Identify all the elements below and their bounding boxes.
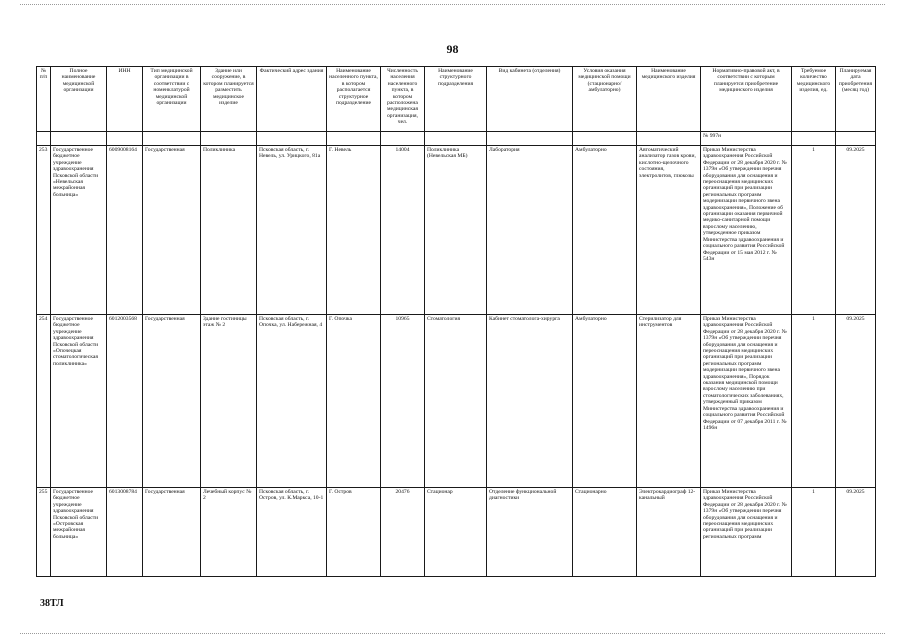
footer-mark: 38ТЛ xyxy=(40,598,64,609)
header-num: № п/п xyxy=(37,67,51,132)
cell-act: Приказ Министерства здравоохранения Российской Федерации от 28 декабря 2020 г. № 1379н «Об утверждении перечня оборудования для оснащения и переоснащения медицинских организаций при реализации региональных программ модернизации первичного звена здравоохранения», Порядок оказания медицинской помощи взрослому населению при стоматологических заболеваниях, утвержденный приказом Министерства здравоохранения и социального развития Российской Федерации от 07 декабря 2011 г. № 1496н xyxy=(701,315,792,488)
table-row xyxy=(37,488,876,577)
cell-subdivision: Стоматология xyxy=(425,315,487,488)
cell-act: Приказ Министерства здравоохранения Российской Федерации от 28 декабря 2020 г. № 1379н «Об утверждении перечня оборудования для оснащения и переоснащения медицинских организаций при реализации региональных программ xyxy=(701,488,792,577)
cell-org: Государственное бюджетное учреждение здравоохранения Псковской области «Островская межрайонная больница» xyxy=(51,488,107,577)
header-population: Численность населения населенного пункта, в котором расположена медицинская организация, чел. xyxy=(381,67,425,132)
table-row xyxy=(37,146,876,315)
cell-num: 254 xyxy=(37,315,51,488)
cell-conditions: Стационарно xyxy=(573,488,637,577)
header-subdivision: Наименование структурного подразделения xyxy=(425,67,487,132)
cell-date: 09.2025 xyxy=(836,488,876,577)
continuation-row xyxy=(37,132,876,146)
cell-device: Стерилизатор для инструментов xyxy=(637,315,701,488)
cell-conditions: Амбулаторно xyxy=(573,315,637,488)
cell-inn: 6009008164 xyxy=(107,146,143,315)
cell-num: 253 xyxy=(37,146,51,315)
cell-address: Псковская область, г. Невель, ул. Урицкого, 81а xyxy=(257,146,327,315)
equipment-table xyxy=(36,66,876,577)
cell-locality: Г. Невель xyxy=(327,146,381,315)
table-row xyxy=(37,315,876,488)
cell-type: Государственная xyxy=(143,146,201,315)
cell-quantity: 1 xyxy=(792,488,836,577)
cell-cabinet: Лаборатория xyxy=(487,146,573,315)
page-number: 98 xyxy=(446,42,459,56)
cell-cabinet: Кабинет стоматолога-хирурга xyxy=(487,315,573,488)
cell-quantity: 1 xyxy=(792,146,836,315)
cell-population: 10965 xyxy=(381,315,425,488)
cell-conditions: Амбулаторно xyxy=(573,146,637,315)
header-quantity: Требуемое количество медицинского изделия, ед. xyxy=(792,67,836,132)
continuation-text: № 997н xyxy=(701,132,792,146)
cell-address: Псковская область, г. Остров, ул. К.Маркса, 10-1 xyxy=(257,488,327,577)
cell-population: 20476 xyxy=(381,488,425,577)
cell-inn: 6012003568 xyxy=(107,315,143,488)
header-inn: ИНН xyxy=(107,67,143,132)
header-org: Полное наименование медицинской организации xyxy=(51,67,107,132)
cell-quantity: 1 xyxy=(792,315,836,488)
cell-inn: 6013008784 xyxy=(107,488,143,577)
header-device: Наименование медицинского изделия xyxy=(637,67,701,132)
cell-cabinet: Отделение функциональной диагностики xyxy=(487,488,573,577)
header-cabinet: Вид кабинета (отделения) xyxy=(487,67,573,132)
table-header-row xyxy=(37,67,876,132)
cell-act: Приказ Министерства здравоохранения Российской Федерации от 28 декабря 2020 г. № 1379н «Об утверждении перечня оборудования для оснащения и переоснащения медицинских организаций при реализации региональных программ модернизации первичного звена здравоохранения», Положение об организации оказания первичной медико-санитарной помощи взрослому населению, утвержденное приказом Министерства здравоохранения и социального развития Российской Федерации от 15 мая 2012 г. № 543н xyxy=(701,146,792,315)
cell-locality: Г. Опочка xyxy=(327,315,381,488)
cell-org: Государственное бюджетное учреждение здравоохранения Псковской области «Опочецкая стоматологическая поликлиника» xyxy=(51,315,107,488)
cell-device: Автоматический анализатор газов крови, кислотно-щелочного состояния, электролитов, глюкозы xyxy=(637,146,701,315)
cell-address: Псковская область, г. Опочка, ул. Набережная, 4 xyxy=(257,315,327,488)
cell-building: Здание гостиницы этаж № 2 xyxy=(201,315,257,488)
header-conditions: Условия оказания медицинской помощи (стационарно/ амбулаторно) xyxy=(573,67,637,132)
cell-subdivision: Стационар xyxy=(425,488,487,577)
header-building: Здание или сооружение, в котором планируется разместить медицинское изделие xyxy=(201,67,257,132)
cell-locality: Г. Остров xyxy=(327,488,381,577)
cell-date: 09.2025 xyxy=(836,146,876,315)
cell-org: Государственное бюджетное учреждение здравоохранения Псковской области «Невельская межрайонная больница» xyxy=(51,146,107,315)
cell-type: Государственная xyxy=(143,488,201,577)
cell-date: 09.2025 xyxy=(836,315,876,488)
cell-type: Государственная xyxy=(143,315,201,488)
header-act: Нормативно-правовой акт, в соответствии с которым планируется приобретение медицинского изделия xyxy=(701,67,792,132)
header-type: Тип медицинской организации в соответствии с номенклатурой медицинской организации xyxy=(143,67,201,132)
header-locality: Наименование населенного пункта, в котором располагается структурное подразделение xyxy=(327,67,381,132)
cell-building: Поликлиника xyxy=(201,146,257,315)
header-date: Планируемая дата приобретения (месяц год) xyxy=(836,67,876,132)
cell-population: 14004 xyxy=(381,146,425,315)
header-address: Фактический адрес здания xyxy=(257,67,327,132)
cell-device: Электрокардиограф 12-канальный xyxy=(637,488,701,577)
scan-edge-bottom xyxy=(20,633,885,634)
cell-building: Лечебный корпус № 2 xyxy=(201,488,257,577)
cell-num: 255 xyxy=(37,488,51,577)
scan-edge-top xyxy=(20,4,885,5)
cell-subdivision: Поликлиника (Невельская МБ) xyxy=(425,146,487,315)
